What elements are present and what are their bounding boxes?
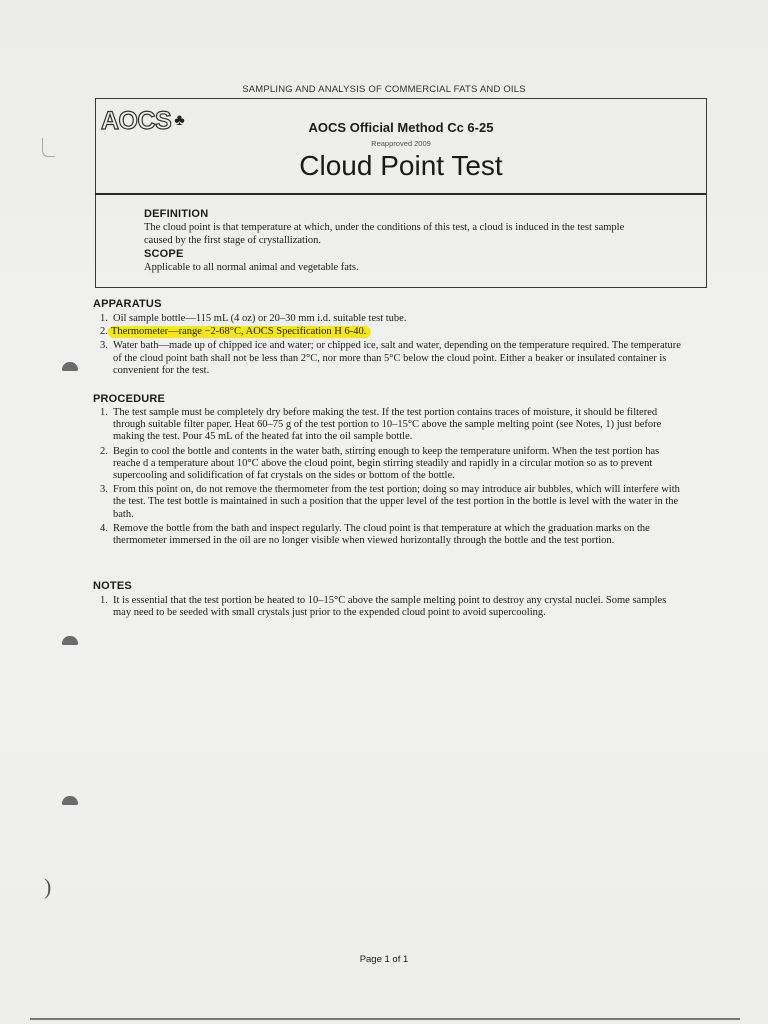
item-text: It is essential that the test portion be heated to 10–15°C above the sample melting point to destroy any crystal nuclei. Some samples may need to be seeded with small crystals just prior to the expended cloud point to avoid supercooling. [113,595,667,619]
apparatus-item-highlighted [93,326,683,338]
item-text: Oil sample bottle—115 mL (4 oz) or 20–30 mm i.d. suitable test tube. [113,313,407,324]
item-number: 2. [100,445,108,457]
page-footer: Page 1 of 1 [359,954,409,965]
running-head: SAMPLING AND ANALYSIS OF COMMERCIAL FATS AND OILS [242,84,526,95]
procedure-item [93,446,683,483]
procedure-item [93,484,683,521]
notes-item [93,595,683,619]
binder-hole-mark [62,636,78,645]
apparatus-item [93,313,683,325]
item-number: 1. [100,313,108,324]
procedure-list [93,407,683,547]
binder-hole-mark [62,362,78,371]
item-text: Remove the bottle from the bath and inspect regularly. The cloud point is that temperature at which the graduation marks on the thermometer immersed in the oil are no longer visible when viewed horizontally through the bottle and the test portion. [113,522,650,547]
procedure-item [93,407,683,444]
scan-artifact: ) [44,874,52,899]
scope-heading: SCOPE [144,248,184,260]
procedure-heading: PROCEDURE [93,393,166,405]
item-number: 1. [100,407,108,418]
punch-mark [42,138,55,157]
apparatus-heading: APPARATUS [93,298,162,310]
page-title: Cloud Point Test [299,150,503,181]
definition-heading: DEFINITION [144,208,209,220]
item-text: Begin to cool the bottle and contents in the water bath, stirring enough to keep the temperature uniform. When the test portion has reache d a temperature about 10°C above the cloud point, begin stirring steadily and rapidly in a circular motion so as to prevent supercooling and solidification of fat crystals on the sides or bottom of the bottle. [113,445,660,482]
scope-text: Applicable to all normal animal and vegetable fats. [144,262,359,273]
item-number: 4. [100,522,108,534]
binder-hole-mark [62,796,78,805]
clover-icon: ♣ [174,112,185,129]
notes-heading: NOTES [93,580,132,592]
item-number: 3. [100,340,108,352]
apparatus-item [93,340,683,377]
notes-list [93,595,683,619]
highlighted-text: Thermometer—range −2-68°C, AOCS Specification H 6-40. [108,326,371,338]
item-text: From this point on, do not remove the thermometer from the test portion; doing so may introduce air bubbles, which will interfere with the test. The test bottle is maintained in such a position that the upper level of the test portion in the bottle is level with the water in the bath. [113,484,680,520]
method-number: AOCS Official Method Cc 6-25 [308,120,494,135]
item-number: 2. [100,326,108,338]
item-number: 3. [100,484,108,496]
definition-text: The cloud point is that temperature at which, under the conditions of this test, a cloud is induced in the test sample caused by the first stage of crystallization. [144,222,625,246]
item-number: 1. [100,595,108,606]
item-text: Water bath—made up of chipped ice and water; or chipped ice, salt and water, depending on the temperature required. The temperature of the cloud point bath shall not be less than 2°C, nor more than 5°C below the cloud point. Either a beaker or insulated container is convenient for the test. [113,340,681,376]
item-text: The test sample must be completely dry before making the test. If the test portion contains traces of moisture, it should be filtered through suitable filter paper. Heat 60–75 g of the test portion to 10–15°C above the sample melting point (see Notes, 1) just before making the test. Pour 45 mL of the heated fat into the oil sample bottle. [113,407,662,443]
apparatus-list [93,313,683,377]
reapproved-note: Reapproved 2009 [371,139,431,148]
logo-text: AOCS [101,106,172,135]
page-edge-line [30,1018,740,1020]
procedure-item [93,523,683,547]
